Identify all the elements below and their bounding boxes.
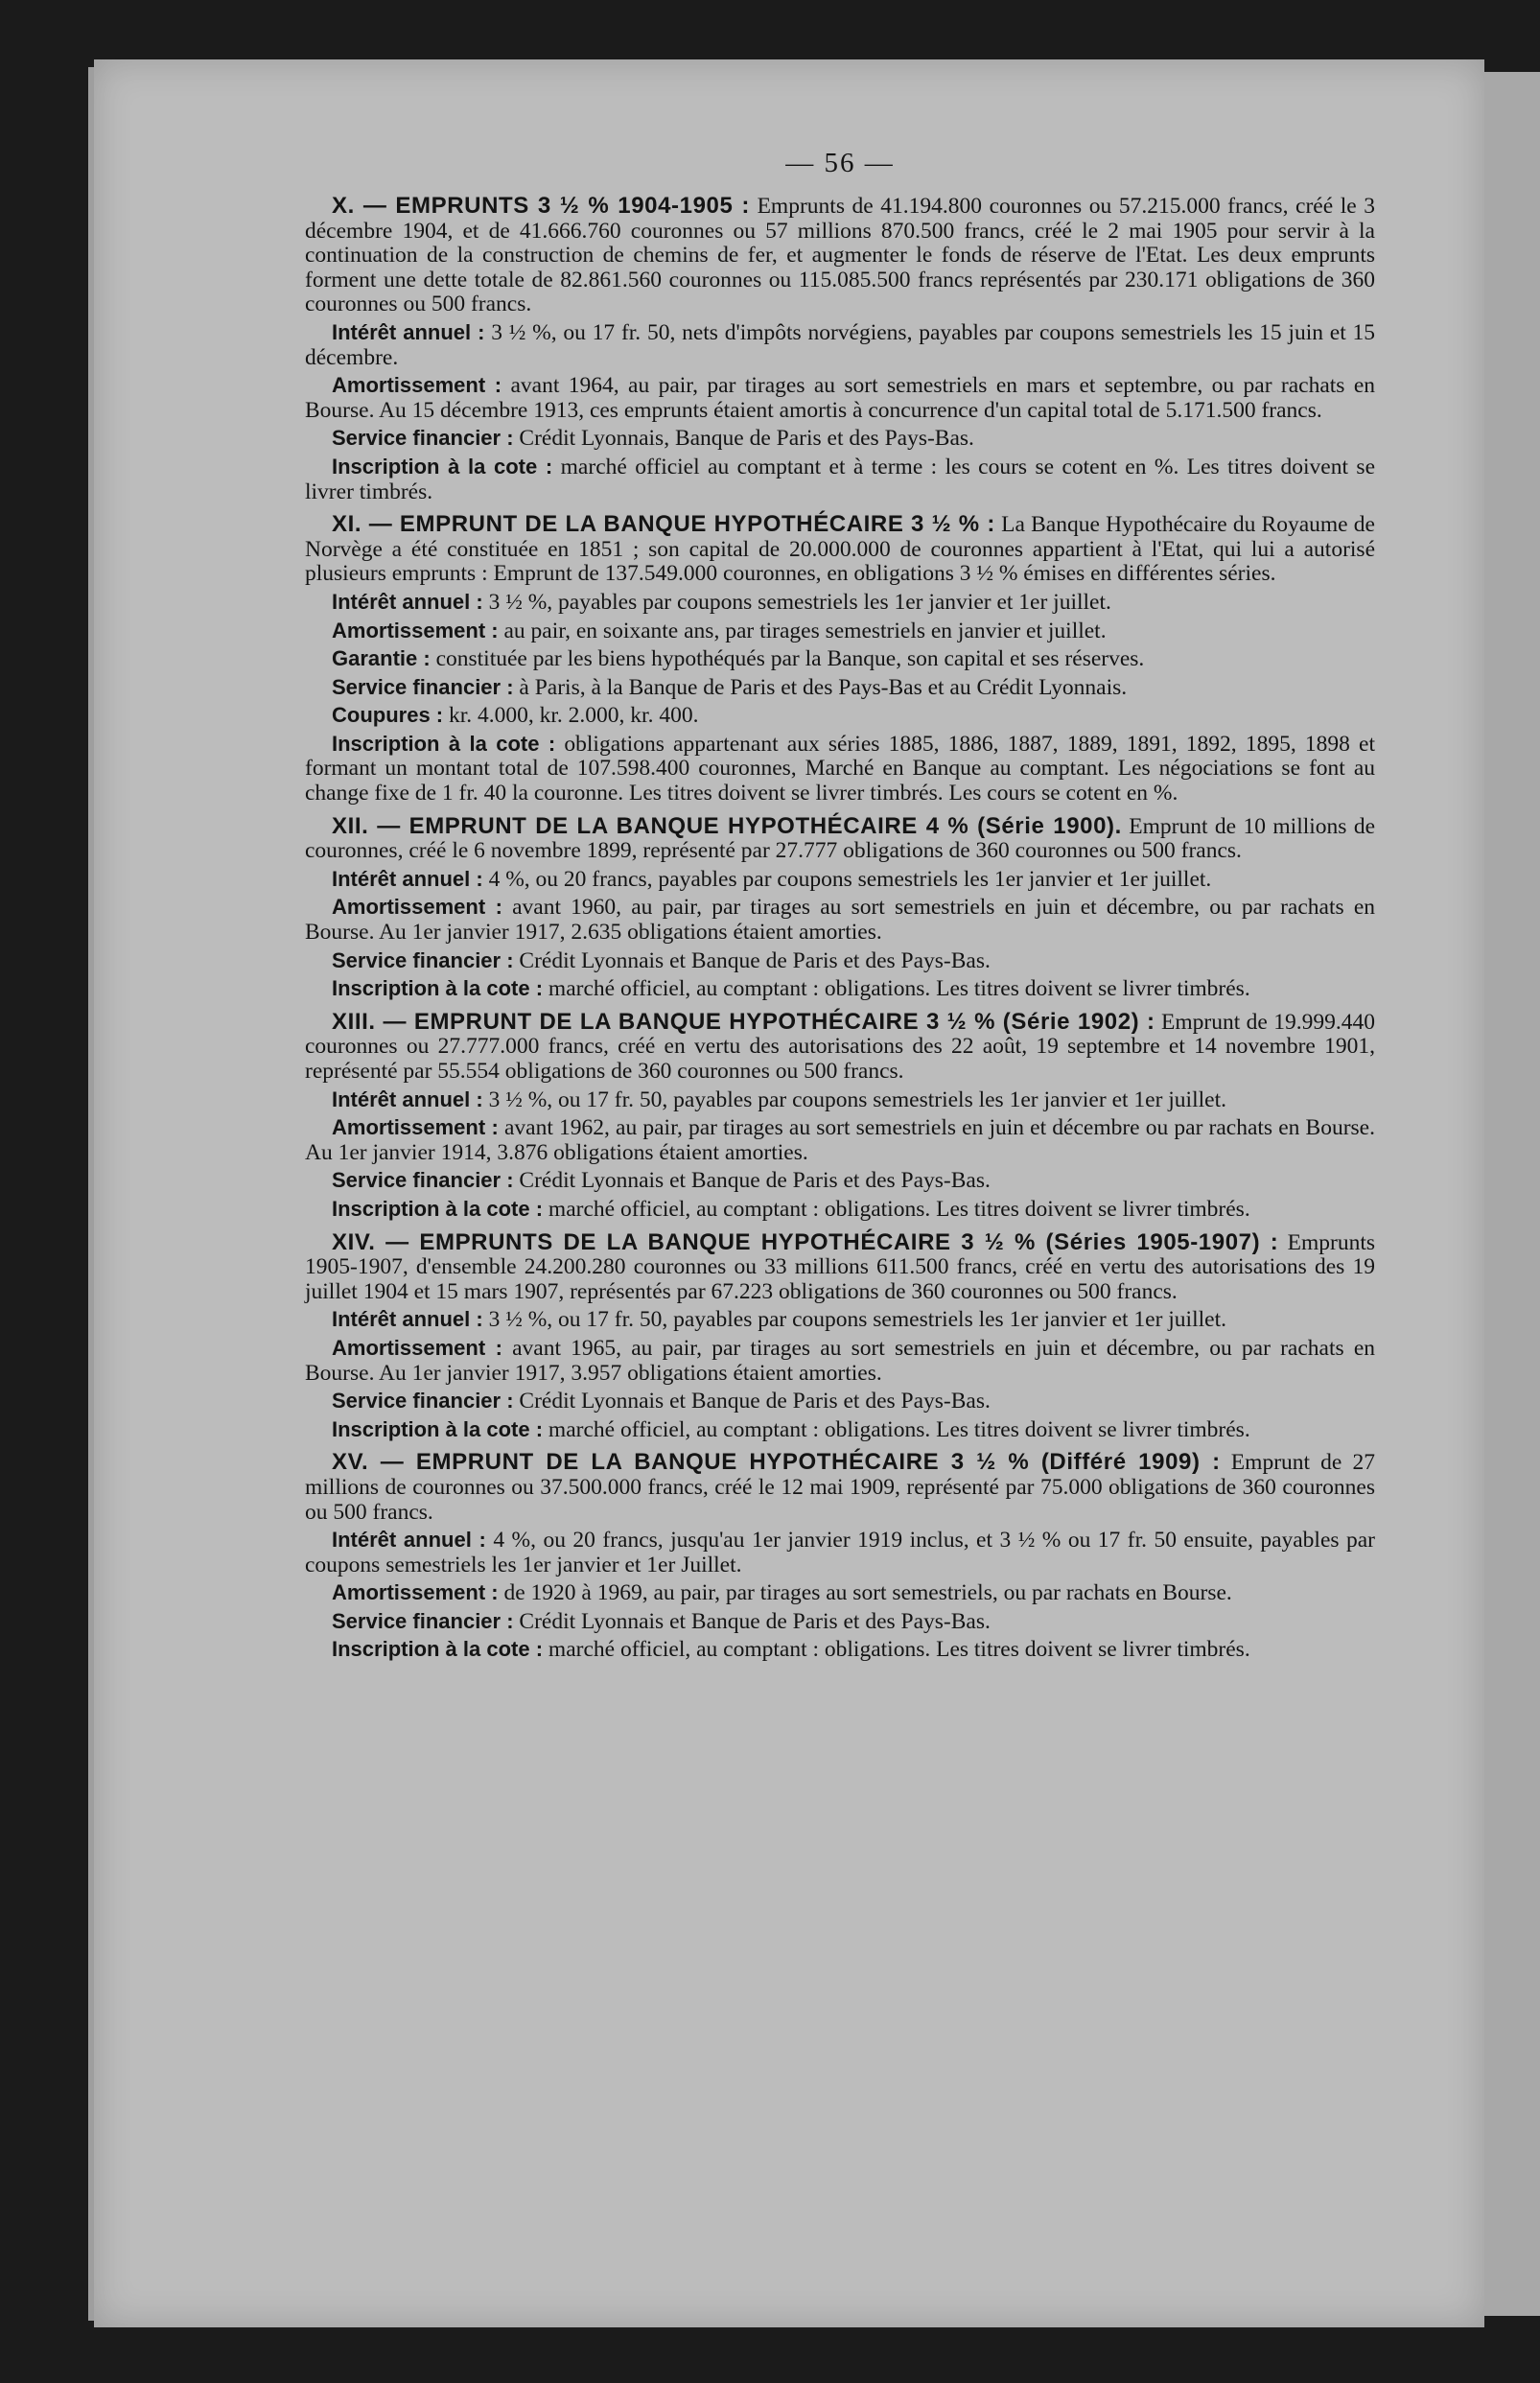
paragraph-text: 4 %, ou 20 francs, payables par coupons semestriels les 1er janvier et 1er juillet. <box>482 866 1212 892</box>
paragraph-label: Intérêt annuel : <box>332 1086 483 1111</box>
section-heading: X. — EMPRUNTS 3 ½ % 1904-1905 : <box>332 193 750 219</box>
adjacent-page-edge <box>1484 72 1540 2316</box>
paragraph-label: Intérêt annuel : <box>332 589 483 614</box>
section-paragraph <box>305 590 1375 616</box>
paragraph-label: Inscription à la cote : <box>332 1196 544 1221</box>
section-heading: XV. — EMPRUNT DE LA BANQUE HYPOTHÉCAIRE 3 ½ % (Différé 1909) : <box>332 1449 1221 1476</box>
section-paragraph <box>305 455 1375 504</box>
paragraph-text: 3 ½ %, payables par coupons semestriels les 1er janvier et 1er juillet. <box>482 589 1111 615</box>
sections-container <box>305 194 1375 1663</box>
section-paragraph <box>305 703 1375 729</box>
section-intro-text: La Banque Hypothécaire du Royaume de Norvège a été constituée en 1851 ; son capital de 20.000.000 de couronnes appartient à l'Etat, qui lui a autorisé plusieurs emprunts : Emprunt de 137.549.000 couronnes, en obligations 3 ½ % émises en différentes séries. <box>305 512 1375 587</box>
paragraph-text: avant 1964, au pair, par tirages au sort semestriels en mars et septembre, ou par rachats en Bourse. Au 15 décembre 1913, ces emprunts étaient amortis à concurrence d'un capital total de 5.171.500 francs. <box>305 373 1376 423</box>
paragraph-text: marché officiel, au comptant : obligations. Les titres doivent se livrer timbrés. <box>543 976 1250 1002</box>
loan-section <box>305 194 1375 504</box>
section-paragraph <box>305 948 1375 974</box>
paragraph-text: 3 ½ %, ou 17 fr. 50, nets d'impôts norvégiens, payables par coupons semestriels les 15 juin et 15 décembre. <box>305 319 1375 370</box>
loan-section <box>305 814 1375 1002</box>
paragraph-text: au pair, en soixante ans, par tirages semestriels en janvier et juillet. <box>498 618 1107 643</box>
paragraph-text: Crédit Lyonnais et Banque de Paris et des Pays-Bas. <box>513 1608 991 1634</box>
paragraph-text: marché officiel, au comptant : obligations. Les titres doivent se livrer timbrés. <box>543 1196 1250 1222</box>
section-paragraph <box>305 675 1375 701</box>
paragraph-text: Crédit Lyonnais, Banque de Paris et des Pays-Bas. <box>513 426 974 452</box>
paragraph-label: Service financier : <box>332 1389 514 1413</box>
paragraph-text: avant 1965, au pair, par tirages au sort semestriels en juin et décembre, ou par rachats en Bourse. Au 1er janvier 1917, 3.957 obligations étaient amorties. <box>305 1335 1375 1386</box>
section-intro <box>305 1450 1375 1525</box>
paragraph-text: de 1920 à 1969, au pair, par tirages au sort semestriels, ou par rachats en Bourse. <box>498 1580 1232 1606</box>
paragraph-text: Crédit Lyonnais et Banque de Paris et des Pays-Bas. <box>513 1168 991 1194</box>
paragraph-text: constituée par les biens hypothéqués par la Banque, son capital et ses réserves. <box>430 646 1145 672</box>
paragraph-text: marché officiel au comptant et à terme : les cours se cotent en %. Les titres doivent se livrer timbrés. <box>305 454 1376 504</box>
paragraph-text: Crédit Lyonnais et Banque de Paris et des Pays-Bas. <box>513 1389 991 1414</box>
paragraph-label: Inscription à la cote : <box>332 454 553 479</box>
section-intro <box>305 1230 1375 1305</box>
paragraph-label: Intérêt annuel : <box>332 1307 483 1332</box>
section-paragraph <box>305 320 1375 370</box>
section-paragraph <box>305 732 1375 806</box>
paragraph-label: Inscription à la cote : <box>332 731 556 756</box>
paragraph-text: 3 ½ %, ou 17 fr. 50, payables par coupons semestriels les 1er janvier et 1er juillet. <box>482 1086 1226 1112</box>
section-intro <box>305 1010 1375 1085</box>
paragraph-text: à Paris, à la Banque de Paris et des Pays-Bas et au Crédit Lyonnais. <box>513 674 1128 700</box>
section-paragraph <box>305 1115 1375 1165</box>
section-heading: XII. — EMPRUNT DE LA BANQUE HYPOTHÉCAIRE 4 % (Série 1900). <box>332 812 1122 839</box>
paragraph-text: obligations appartenant aux séries 1885, 1886, 1887, 1889, 1891, 1892, 1895, 1898 et formant un montant total de 107.598.400 couronnes, Marché en Banque au comptant. Les négociations se font au change fixe de 1 fr. 40 la couronne. Les titres doivent se livrer timbrés. Les cours se cotent en %. <box>305 731 1376 806</box>
section-paragraph <box>305 1087 1375 1113</box>
section-paragraph <box>305 1637 1375 1663</box>
paragraph-label: Coupures : <box>332 703 444 728</box>
section-paragraph <box>305 1580 1375 1606</box>
section-heading: XI. — EMPRUNT DE LA BANQUE HYPOTHÉCAIRE 3 ½ % : <box>332 511 995 538</box>
section-intro-text: Emprunt de 19.999.440 couronnes ou 27.777.000 francs, créé en vertu des autorisations des 22 août, 19 septembre et 14 novembre 1901, représenté par 55.554 obligations de 360 couronnes ou 500 francs. <box>305 1009 1375 1084</box>
paragraph-label: Intérêt annuel : <box>332 866 483 891</box>
paragraph-label: Intérêt annuel : <box>332 1528 486 1553</box>
paragraph-text: avant 1962, au pair, par tirages au sort semestriels en juin et décembre ou par rachats en Bourse. Au 1er janvier 1914, 3.876 obligations étaient amorties. <box>305 1115 1375 1165</box>
section-paragraph <box>305 1417 1375 1443</box>
loan-section <box>305 1450 1375 1663</box>
paragraph-label: Service financier : <box>332 674 514 699</box>
paragraph-text: avant 1960, au pair, par tirages au sort semestriels en juin et décembre, ou par rachats en Bourse. Au 1er janvier 1917, 2.635 obligations étaient amorties. <box>305 895 1375 946</box>
section-paragraph <box>305 1389 1375 1414</box>
section-intro <box>305 512 1375 587</box>
paragraph-text: marché officiel, au comptant : obligations. Les titres doivent se livrer timbrés. <box>543 1637 1250 1663</box>
page-content <box>305 144 1375 1663</box>
section-paragraph <box>305 1307 1375 1333</box>
paragraph-label: Amortissement : <box>332 1335 502 1360</box>
section-paragraph <box>305 373 1375 423</box>
paragraph-label: Amortissement : <box>332 1115 499 1140</box>
section-paragraph <box>305 867 1375 893</box>
section-intro-text: Emprunt de 10 millions de couronnes, créé le 6 novembre 1899, représenté par 27.777 obligations de 360 couronnes ou 500 francs. <box>305 813 1376 864</box>
paragraph-label: Service financier : <box>332 1168 514 1193</box>
section-intro <box>305 194 1375 317</box>
section-paragraph <box>305 1197 1375 1223</box>
paragraph-label: Service financier : <box>332 426 514 451</box>
loan-section <box>305 512 1375 806</box>
paragraph-text: marché officiel, au comptant : obligations. Les titres doivent se livrer timbrés. <box>543 1416 1250 1442</box>
section-paragraph <box>305 976 1375 1002</box>
section-paragraph <box>305 1609 1375 1635</box>
paragraph-label: Garantie : <box>332 646 431 671</box>
section-heading: XIII. — EMPRUNT DE LA BANQUE HYPOTHÉCAIRE 3 ½ % (Série 1902) : <box>332 1008 1155 1035</box>
paragraph-label: Intérêt annuel : <box>332 319 485 344</box>
paragraph-label: Amortissement : <box>332 618 499 642</box>
section-intro-text: Emprunts 1905-1907, d'ensemble 24.200.280 couronnes ou 33 millions 611.500 francs, créé en vertu des autorisations des 19 juillet 1904 et 15 mars 1907, représentés par 67.223 obligations de 360 couronnes ou 500 francs. <box>305 1229 1375 1304</box>
section-paragraph <box>305 619 1375 644</box>
section-paragraph <box>305 1528 1375 1577</box>
section-paragraph <box>305 895 1375 945</box>
loan-section <box>305 1230 1375 1443</box>
paragraph-label: Inscription à la cote : <box>332 976 544 1001</box>
section-paragraph <box>305 426 1375 452</box>
section-intro-text: Emprunt de 27 millions de couronnes ou 37.500.000 francs, créé le 12 mai 1909, représenté par 75.000 obligations de 360 couronnes ou 500 francs. <box>305 1450 1375 1525</box>
paragraph-label: Service financier : <box>332 947 514 972</box>
paragraph-label: Service financier : <box>332 1608 514 1633</box>
paragraph-text: Crédit Lyonnais et Banque de Paris et des Pays-Bas. <box>513 947 991 973</box>
paragraph-text: kr. 4.000, kr. 2.000, kr. 400. <box>443 703 699 729</box>
paragraph-text: 3 ½ %, ou 17 fr. 50, payables par coupons semestriels les 1er janvier et 1er juillet. <box>482 1307 1226 1333</box>
paragraph-label: Inscription à la cote : <box>332 1637 544 1662</box>
loan-section <box>305 1010 1375 1223</box>
section-paragraph <box>305 1168 1375 1194</box>
section-heading: XIV. — EMPRUNTS DE LA BANQUE HYPOTHÉCAIRE 3 ½ % (Séries 1905-1907) : <box>332 1228 1279 1255</box>
paragraph-label: Amortissement : <box>332 895 502 920</box>
paragraph-label: Amortissement : <box>332 373 502 398</box>
section-intro-text: Emprunts de 41.194.800 couronnes ou 57.215.000 francs, créé le 3 décembre 1904, et de 41.666.760 couronnes ou 57 millions 870.500 francs, créé le 2 mai 1905 pour servir à la continuation de la construction de chemins de fer, et augmenter le fonds de réserve de l'Etat. Les deux emprunts forment une dette totale de 82.861.560 couronnes ou 115.085.500 francs représentés par 230.171 obligations de 360 couronnes ou 500 francs. <box>305 194 1375 317</box>
section-intro <box>305 814 1375 864</box>
section-paragraph <box>305 1336 1375 1386</box>
paragraph-text: 4 %, ou 20 francs, jusqu'au 1er janvier 1919 inclus, et 3 ½ % ou 17 fr. 50 ensuite, payables par coupons semestriels les 1er janvier et 1er Juillet. <box>305 1528 1376 1577</box>
paragraph-label: Inscription à la cote : <box>332 1416 544 1441</box>
page-number: — 56 — <box>785 148 895 178</box>
section-paragraph <box>305 646 1375 672</box>
paragraph-label: Amortissement : <box>332 1580 499 1605</box>
